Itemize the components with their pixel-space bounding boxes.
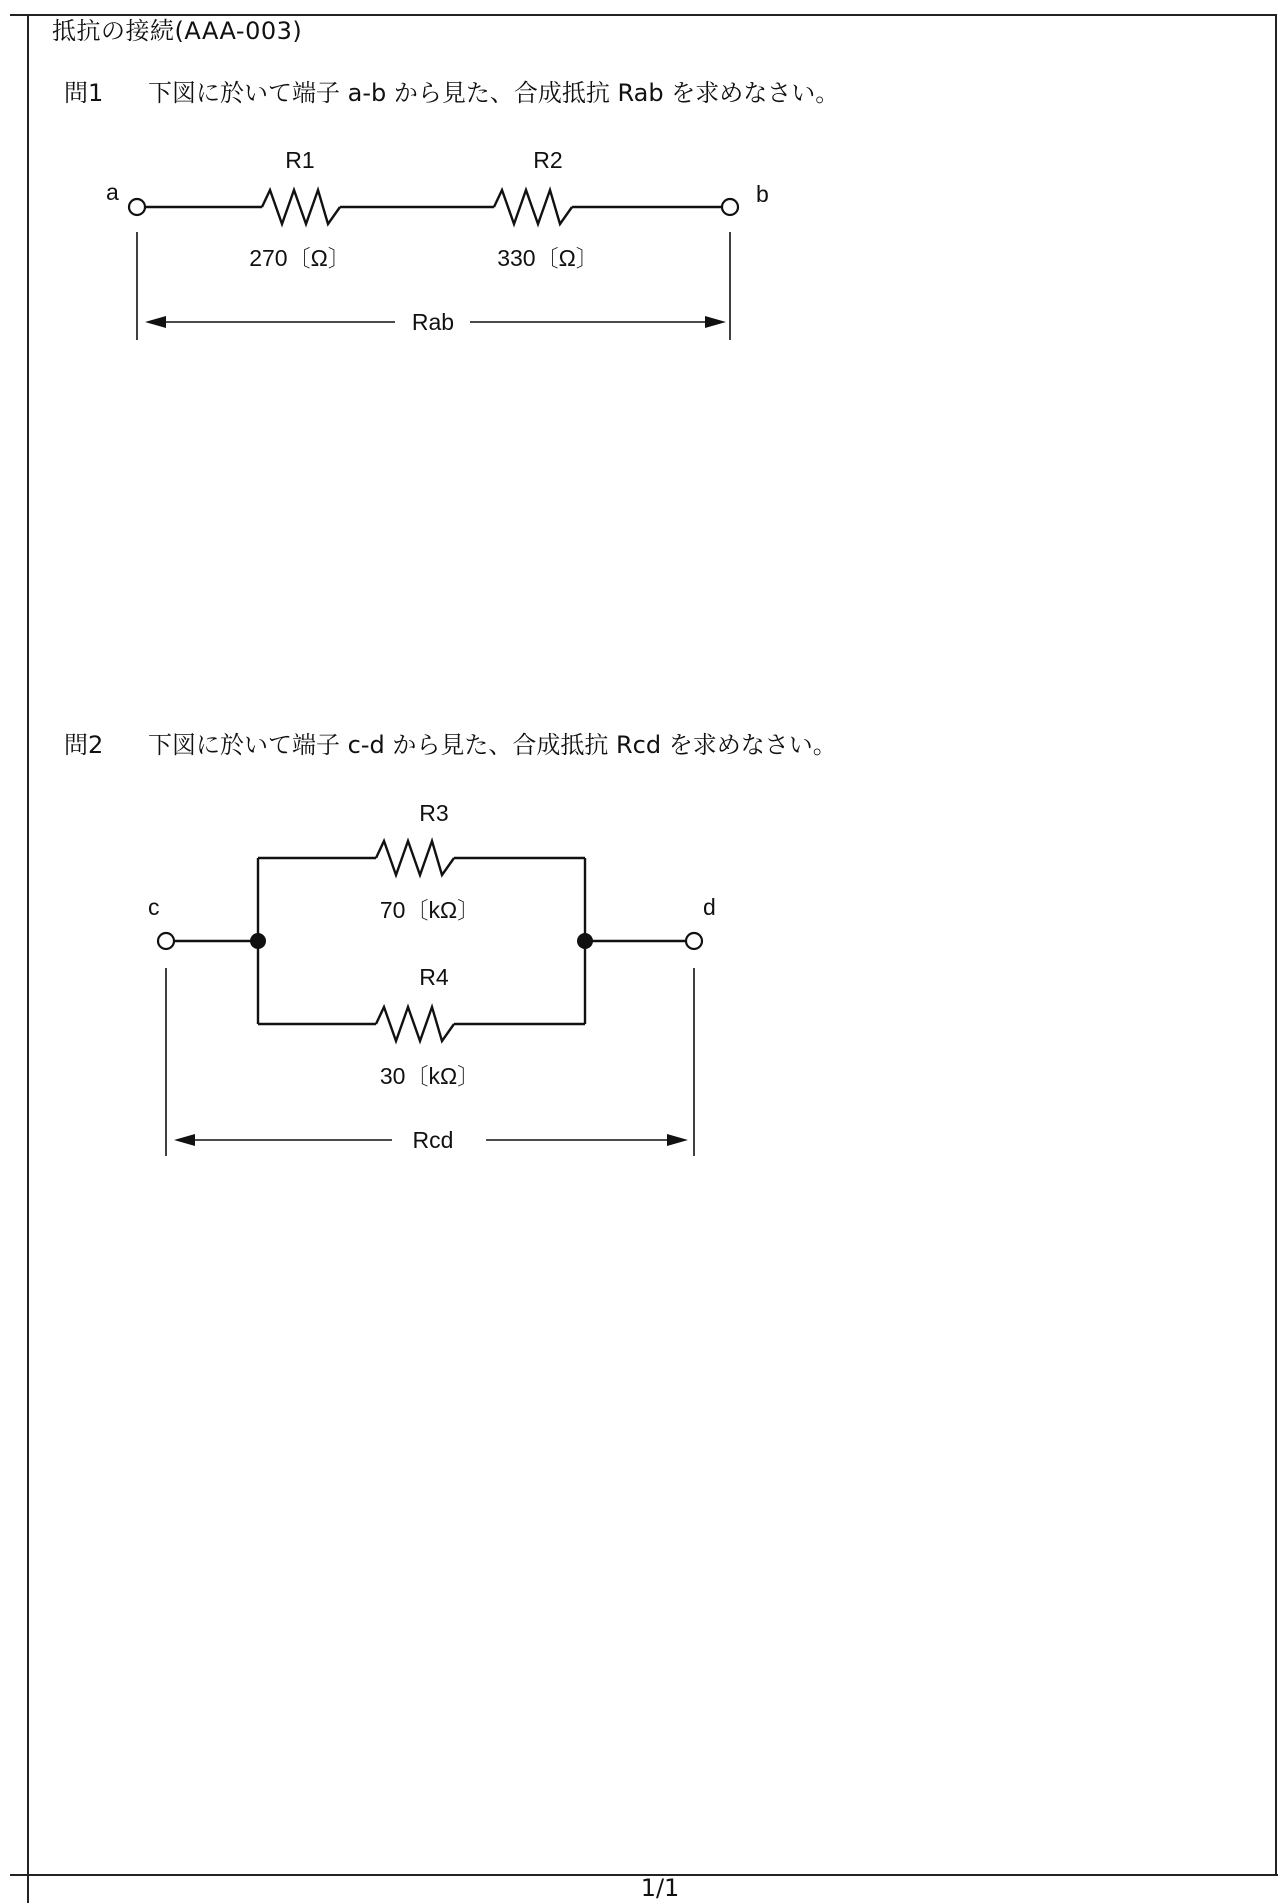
resistor-r3 bbox=[376, 841, 454, 875]
terminal-d-label: d bbox=[703, 894, 716, 920]
r3-value-label: 70〔kΩ〕 bbox=[379, 897, 481, 923]
r3-name-label: R3 bbox=[419, 800, 449, 826]
resistor-r4 bbox=[376, 1007, 454, 1041]
terminal-c bbox=[158, 933, 174, 949]
page-number: 1/1 bbox=[640, 1874, 680, 1902]
question-1-text: 下図に於いて端子 a-b から見た、合成抵抗 Rab を求めなさい。 bbox=[148, 79, 840, 107]
terminal-c-label: c bbox=[148, 894, 160, 920]
r4-name-label: R4 bbox=[419, 964, 449, 990]
r2-value-label: 330〔Ω〕 bbox=[497, 245, 599, 271]
r1-value-label: 270〔Ω〕 bbox=[249, 245, 351, 271]
terminal-a-label: a bbox=[106, 179, 119, 205]
rcd-label: Rcd bbox=[412, 1127, 454, 1153]
terminal-b-label: b bbox=[756, 181, 769, 207]
r2-name-label: R2 bbox=[533, 147, 563, 173]
arrowhead-right-2 bbox=[667, 1134, 688, 1146]
rab-label: Rab bbox=[411, 309, 455, 335]
question-1-number: 問1 bbox=[64, 79, 104, 107]
r4-value-label: 30〔kΩ〕 bbox=[379, 1063, 481, 1089]
question-2-text: 下図に於いて端子 c-d から見た、合成抵抗 Rcd を求めなさい。 bbox=[148, 731, 837, 759]
terminal-d bbox=[686, 933, 702, 949]
document-title: 抵抗の接続(AAA-003) bbox=[52, 17, 303, 45]
arrowhead-left-2 bbox=[174, 1134, 195, 1146]
r1-name-label: R1 bbox=[285, 147, 315, 173]
question-2-number: 問2 bbox=[64, 731, 104, 759]
